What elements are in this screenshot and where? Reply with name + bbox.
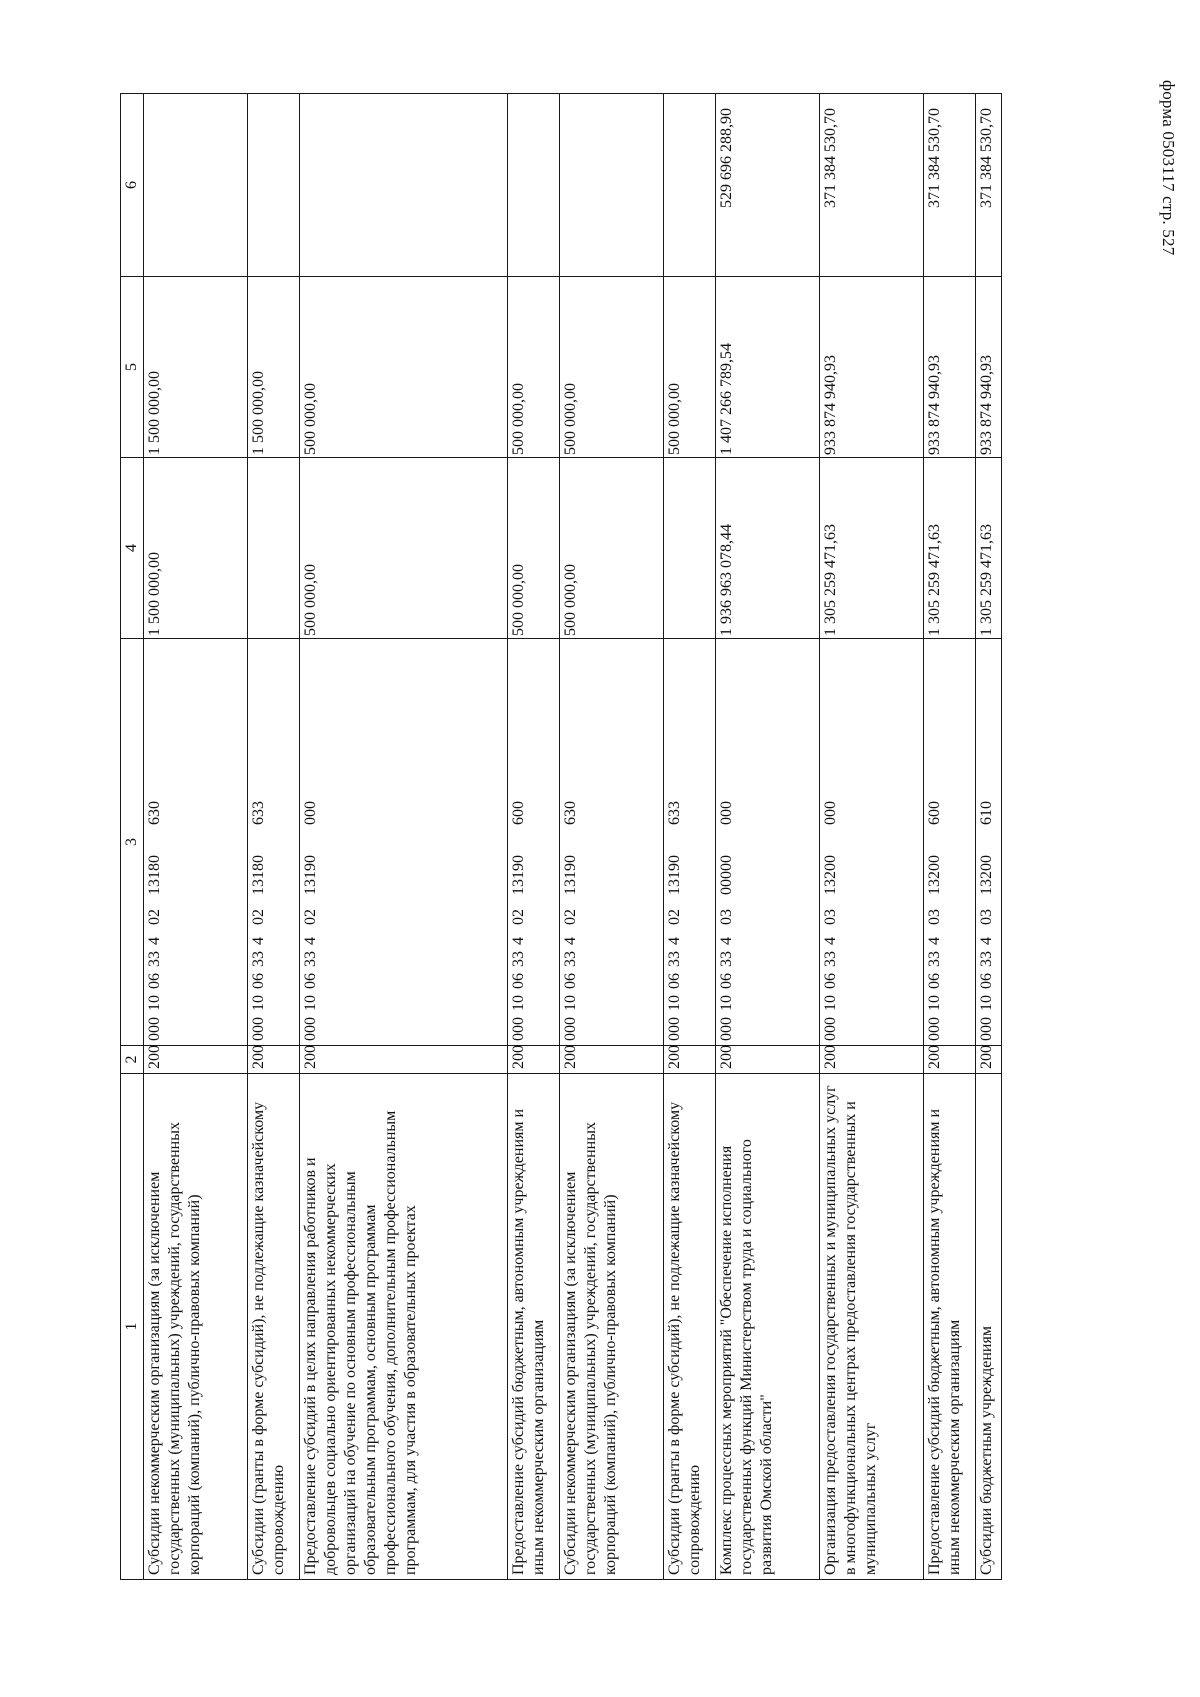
row-col6-amount xyxy=(664,94,716,277)
code-segment: 4 xyxy=(562,937,579,945)
table-row xyxy=(664,94,716,1580)
code-segment: 00000 xyxy=(718,855,735,895)
code-segment: 000 xyxy=(718,801,735,825)
code-segment: 06 xyxy=(822,973,839,989)
code-segment: 13180 xyxy=(146,855,163,895)
row-budget-code xyxy=(716,639,820,1046)
row-budget-code xyxy=(508,639,560,1046)
table-row xyxy=(820,94,924,1580)
code-segment: 06 xyxy=(146,973,163,989)
code-segment: 000 xyxy=(562,1017,579,1041)
code-segment: 630 xyxy=(146,801,163,825)
row-budget-code xyxy=(664,639,716,1046)
code-segment: 33 xyxy=(822,951,839,967)
row-col6-amount: 371 384 530,70 xyxy=(820,94,924,277)
row-line-code: 200 xyxy=(664,1046,716,1074)
code-segment: 000 xyxy=(978,1017,995,1041)
row-budget-code xyxy=(144,639,248,1046)
code-segment: 13200 xyxy=(978,855,995,895)
table-row xyxy=(508,94,560,1580)
table-row xyxy=(976,94,1002,1580)
row-name: Предоставление субсидий бюджетным, автономным учреждениям и иным некоммерческим организациям xyxy=(508,1074,560,1580)
header-col-2: 2 xyxy=(121,1046,144,1074)
code-segment: 633 xyxy=(250,801,267,825)
code-segment: 06 xyxy=(302,973,319,989)
row-col5-amount: 1 407 266 789,54 xyxy=(716,277,820,458)
header-col-5: 5 xyxy=(121,277,144,458)
code-segment: 13200 xyxy=(822,855,839,895)
code-segment: 10 xyxy=(718,995,735,1011)
code-segment: 610 xyxy=(978,801,995,825)
form-page-label: форма 0503117 стр. 527 xyxy=(1159,80,1178,256)
row-col5-amount: 500 000,00 xyxy=(560,277,664,458)
row-col4-amount xyxy=(248,458,300,639)
code-segment: 10 xyxy=(926,995,943,1011)
code-segment: 13200 xyxy=(926,855,943,895)
code-segment: 630 xyxy=(562,801,579,825)
row-col5-amount: 933 874 940,93 xyxy=(924,277,976,458)
row-name: Субсидии некоммерческим организациям (за исключением государственных (муниципальных) учреждений, государственных корпораций (компаний), публично-правовых компаний) xyxy=(144,1074,248,1580)
row-col5-amount: 1 500 000,00 xyxy=(248,277,300,458)
code-segment: 33 xyxy=(510,951,527,967)
code-segment: 02 xyxy=(666,909,683,925)
row-col4-amount: 1 305 259 471,63 xyxy=(976,458,1002,639)
code-segment: 10 xyxy=(302,995,319,1011)
code-segment: 000 xyxy=(302,801,319,825)
code-segment: 33 xyxy=(718,951,735,967)
row-budget-code xyxy=(300,639,508,1046)
code-segment: 33 xyxy=(978,951,995,967)
code-segment: 000 xyxy=(822,1017,839,1041)
row-col4-amount: 1 500 000,00 xyxy=(144,458,248,639)
row-name: Предоставление субсидий бюджетным, автономным учреждениям и иным некоммерческим организациям xyxy=(924,1074,976,1580)
code-segment: 000 xyxy=(146,1017,163,1041)
row-name: Комплекс процессных мероприятий "Обеспечение исполнения государственных функций Министерством труда и социального развития Омской области" xyxy=(716,1074,820,1580)
code-segment: 4 xyxy=(250,937,267,945)
row-name: Субсидии (гранты в форме субсидий), не подлежащие казначейскому сопровождению xyxy=(664,1074,716,1580)
code-segment: 4 xyxy=(718,937,735,945)
code-segment: 10 xyxy=(250,995,267,1011)
code-segment: 02 xyxy=(562,909,579,925)
code-segment: 13190 xyxy=(510,855,527,895)
code-segment: 000 xyxy=(718,1017,735,1041)
code-segment: 4 xyxy=(146,937,163,945)
header-col-6: 6 xyxy=(121,94,144,277)
code-segment: 33 xyxy=(302,951,319,967)
table-row xyxy=(300,94,508,1580)
code-segment: 03 xyxy=(822,909,839,925)
code-segment: 10 xyxy=(822,995,839,1011)
table-row xyxy=(716,94,820,1580)
row-col6-amount: 371 384 530,70 xyxy=(924,94,976,277)
row-col4-amount xyxy=(664,458,716,639)
code-segment: 03 xyxy=(718,909,735,925)
row-name: Субсидии некоммерческим организациям (за исключением государственных (муниципальных) учреждений, государственных корпораций (компаний), публично-правовых компаний) xyxy=(560,1074,664,1580)
rotated-table-container xyxy=(120,94,1107,1580)
row-col6-amount: 371 384 530,70 xyxy=(976,94,1002,277)
row-col4-amount: 500 000,00 xyxy=(508,458,560,639)
code-segment: 10 xyxy=(146,995,163,1011)
row-name: Предоставление субсидий в целях направления работников и добровольцев социально ориентированных некоммерческих организаций на обучение по основным профессиональным образовательным программам, основным программам профессионального обучения, дополнительным профессиональным программам, для участия в образовательных проектах xyxy=(300,1074,508,1580)
code-segment: 03 xyxy=(978,909,995,925)
code-segment: 4 xyxy=(666,937,683,945)
row-line-code: 200 xyxy=(300,1046,508,1074)
row-name: Субсидии бюджетным учреждениям xyxy=(976,1074,1002,1580)
row-budget-code xyxy=(976,639,1002,1046)
row-line-code: 200 xyxy=(560,1046,664,1074)
budget-table xyxy=(120,93,1002,1580)
row-line-code: 200 xyxy=(508,1046,560,1074)
row-line-code: 200 xyxy=(976,1046,1002,1074)
code-segment: 13180 xyxy=(250,855,267,895)
code-segment: 10 xyxy=(978,995,995,1011)
row-col6-amount xyxy=(560,94,664,277)
code-segment: 10 xyxy=(666,995,683,1011)
header-col-1: 1 xyxy=(121,1074,144,1580)
row-budget-code xyxy=(924,639,976,1046)
header-col-4: 4 xyxy=(121,458,144,639)
code-segment: 000 xyxy=(302,1017,319,1041)
code-segment: 06 xyxy=(510,973,527,989)
code-segment: 000 xyxy=(926,1017,943,1041)
table-row xyxy=(248,94,300,1580)
code-segment: 33 xyxy=(562,951,579,967)
table-row xyxy=(560,94,664,1580)
code-segment: 02 xyxy=(302,909,319,925)
code-segment: 4 xyxy=(822,937,839,945)
row-col5-amount: 500 000,00 xyxy=(300,277,508,458)
code-segment: 06 xyxy=(978,973,995,989)
code-segment: 600 xyxy=(926,801,943,825)
row-line-code: 200 xyxy=(716,1046,820,1074)
code-segment: 4 xyxy=(926,937,943,945)
row-col5-amount: 500 000,00 xyxy=(508,277,560,458)
row-col6-amount xyxy=(144,94,248,277)
table-row xyxy=(924,94,976,1580)
code-segment: 33 xyxy=(250,951,267,967)
header-col-3: 3 xyxy=(121,639,144,1046)
code-segment: 06 xyxy=(926,973,943,989)
code-segment: 33 xyxy=(666,951,683,967)
code-segment: 06 xyxy=(250,973,267,989)
row-col4-amount: 500 000,00 xyxy=(560,458,664,639)
row-col6-amount xyxy=(248,94,300,277)
row-col6-amount xyxy=(508,94,560,277)
row-line-code: 200 xyxy=(820,1046,924,1074)
row-line-code: 200 xyxy=(924,1046,976,1074)
row-line-code: 200 xyxy=(144,1046,248,1074)
code-segment: 13190 xyxy=(562,855,579,895)
code-segment: 000 xyxy=(510,1017,527,1041)
row-name: Организация предоставления государственных и муниципальных услуг в многофункциональных центрах предоставления государственных и муниципальных услуг xyxy=(820,1074,924,1580)
row-col6-amount xyxy=(300,94,508,277)
row-col5-amount: 500 000,00 xyxy=(664,277,716,458)
code-segment: 02 xyxy=(146,909,163,925)
row-col4-amount: 500 000,00 xyxy=(300,458,508,639)
code-segment: 02 xyxy=(250,909,267,925)
code-segment: 10 xyxy=(510,995,527,1011)
table-body xyxy=(121,94,1002,1580)
row-line-code: 200 xyxy=(248,1046,300,1074)
row-budget-code xyxy=(560,639,664,1046)
code-segment: 000 xyxy=(250,1017,267,1041)
code-segment: 000 xyxy=(666,1017,683,1041)
row-budget-code xyxy=(248,639,300,1046)
code-segment: 000 xyxy=(822,801,839,825)
code-segment: 06 xyxy=(666,973,683,989)
row-col4-amount: 1 305 259 471,63 xyxy=(820,458,924,639)
row-budget-code xyxy=(820,639,924,1046)
code-segment: 33 xyxy=(926,951,943,967)
row-col4-amount: 1 936 963 078,44 xyxy=(716,458,820,639)
code-segment: 10 xyxy=(562,995,579,1011)
code-segment: 03 xyxy=(926,909,943,925)
row-name: Субсидии (гранты в форме субсидий), не подлежащие казначейскому сопровождению xyxy=(248,1074,300,1580)
code-segment: 600 xyxy=(510,801,527,825)
code-segment: 06 xyxy=(718,973,735,989)
row-col6-amount: 529 696 288,90 xyxy=(716,94,820,277)
row-col5-amount: 933 874 940,93 xyxy=(820,277,924,458)
code-segment: 4 xyxy=(302,937,319,945)
code-segment: 4 xyxy=(510,937,527,945)
row-col5-amount: 933 874 940,93 xyxy=(976,277,1002,458)
row-col5-amount: 1 500 000,00 xyxy=(144,277,248,458)
row-col4-amount: 1 305 259 471,63 xyxy=(924,458,976,639)
code-segment: 633 xyxy=(666,801,683,825)
code-segment: 13190 xyxy=(302,855,319,895)
code-segment: 4 xyxy=(978,937,995,945)
table-row xyxy=(144,94,248,1580)
code-segment: 33 xyxy=(146,951,163,967)
code-segment: 06 xyxy=(562,973,579,989)
table-header-row xyxy=(121,94,144,1580)
code-segment: 13190 xyxy=(666,855,683,895)
code-segment: 02 xyxy=(510,909,527,925)
